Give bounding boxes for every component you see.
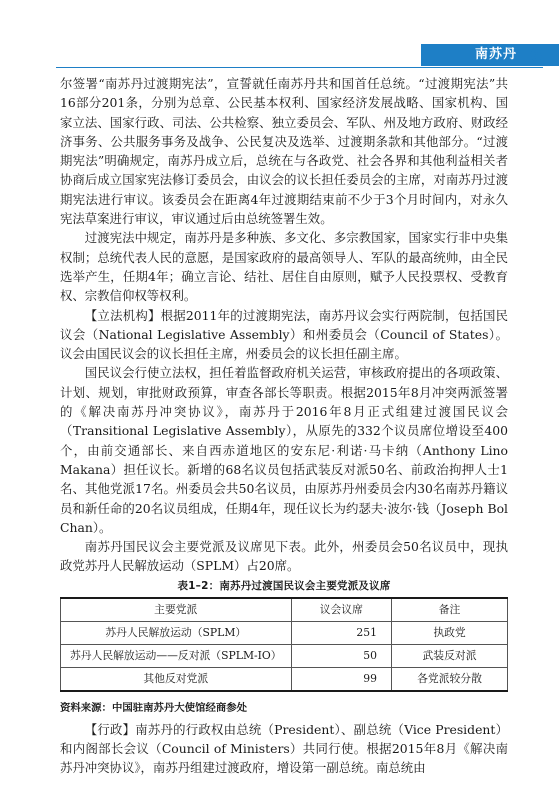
party-seats-table [60, 597, 508, 692]
seats-cell: 99 [291, 667, 392, 691]
page-body [60, 74, 508, 778]
paragraph: 过渡宪法中规定，南苏丹是多种族、多文化、多宗教国家，国家实行非中央集权制；总统代表人民的意愿，是国家政府的最高领导人、军队的最高统帅，由全民选举产生，任期4年；确立言论、结社、居住自由原则，赋予人民投票权、受教育权、宗教信仰权等权利。 [60, 230, 508, 304]
table-header-row [61, 598, 508, 622]
table-row [61, 621, 508, 644]
paragraph: 国民议会行使立法权，担任着监督政府机关运营，审核政府提出的各项政策、计划、规划，审批财政预算，审查各部长等职责。根据2015年8月冲突两派签署的《解决南苏丹冲突协议》，南苏丹于2016年8月正式组建过渡国民议会（Transitional Legislative Assembly），从原先的332个议员席位增设至400个，由前交通部长、来自西赤道地区的安东尼·利诺·马卡纳（Anthony Lino Makana）担任议长。新增的68名议员包括武装反对派50名、前政治拘押人士1名、其他党派17名。州委员会共50名议员，由原苏丹州委员会内30名南苏丹籍议员和新任命的20名议员组成，任期4年，现任议长为约瑟夫·波尔·钱（Joseph Bol Chan）。 [60, 365, 508, 535]
paragraph: 南苏丹国民议会主要党派及议席见下表。此外，州委员会50名议员中，现执政党苏丹人民解放运动（SPLM）占20席。 [60, 539, 508, 574]
page-header [0, 0, 559, 72]
note-cell: 各党派较分散 [392, 667, 508, 691]
note-cell: 执政党 [392, 621, 508, 644]
table-row [61, 667, 508, 691]
note-cell: 武装反对派 [392, 644, 508, 667]
column-header-party: 主要党派 [61, 598, 292, 622]
column-header-seats: 议会议席 [291, 598, 392, 622]
party-cell: 其他反对党派 [61, 667, 292, 691]
seats-cell: 50 [291, 644, 392, 667]
table-row [61, 644, 508, 667]
party-cell: 苏丹人民解放运动（SPLM） [61, 621, 292, 644]
source-note: 资料来源：中国驻南苏丹大使馆经商参处 [60, 701, 248, 714]
header-rule [56, 67, 543, 68]
seats-cell: 251 [291, 621, 392, 644]
section-title: 南苏丹 [474, 47, 517, 62]
table-caption: 表1–2：南苏丹过渡国民议会主要党派及议席 [177, 579, 391, 592]
page-number: 6 [529, 44, 543, 66]
column-header-note: 备注 [392, 598, 508, 622]
paragraph: 【立法机构】根据2011年的过渡期宪法，南苏丹议会实行两院制，包括国民议会（National Legislative Assembly）和州委员会（Council of States）。议会由国民议会的议长担任主席，州委员会的议长担任副主席。 [60, 307, 508, 362]
paragraph: 尔签署“南苏丹过渡期宪法”，宣誓就任南苏丹共和国首任总统。“过渡期宪法”共16部分201条，分别为总章、公民基本权利、国家经济发展战略、国家机构、国家立法、国家行政、司法、公共检察、独立委员会、军队、州及地方政府、财政经济事务、公共服务事务及战争、公民复决及选举、过渡期条款和其他部分。“过渡期宪法”明确规定，南苏丹成立后，总统在与各政党、社会各界和其他利益相关者协商后成立国家宪法修订委员会，由议会的议长担任委员会的主席，对南苏丹过渡期宪法进行审议。该委员会在距离4年过渡期结束前不少于3个月时间内，对永久宪法草案进行审议，审议通过后由总统签署生效。 [60, 76, 508, 227]
party-cell: 苏丹人民解放运动——反对派（SPLM-IO） [61, 644, 292, 667]
paragraph: 【行政】南苏丹的行政权由总统（President）、副总统（Vice President）和内阁部长会议（Council of Ministers）共同行使。根据2015年8月《解决南苏丹冲突协议》，南苏丹组建过渡政府，增设第一副总统。南总统由 [60, 721, 508, 776]
